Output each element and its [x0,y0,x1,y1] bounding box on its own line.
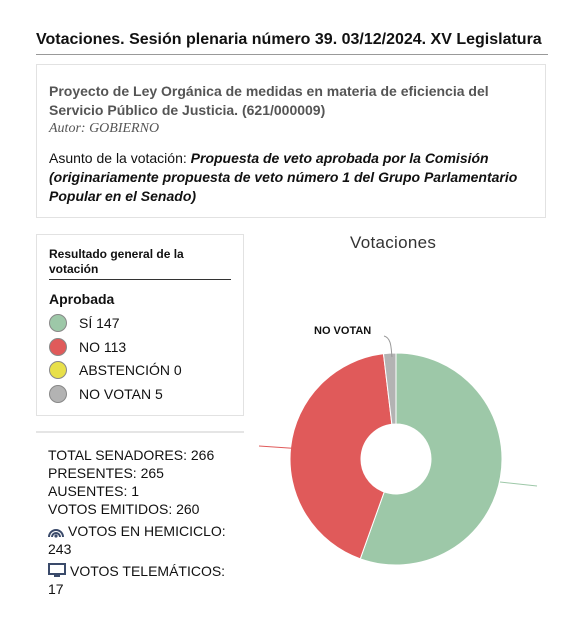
author-label: Autor: [49,121,86,136]
subject-label: Asunto de la votación: [49,150,187,166]
result-heading: Resultado general de la votación [49,247,231,280]
stat-hemicycle-value: 243 [48,541,72,557]
legend-label: SÍ 147 [79,315,120,331]
no-votan-callout-label: NO VOTAN [314,325,372,337]
stat-emitted: VOTOS EMITIDOS: 260 [48,501,200,517]
stat-telematic-label: VOTOS TELEMÁTICOS: [70,563,226,579]
stat-telematic-value: 17 [48,581,64,597]
chart-title: Votaciones [350,233,437,252]
page-title: Votaciones. Sesión plenaria número 39. 03/12/2024. XV Legislatura [36,31,542,48]
initiative-title[interactable]: Proyecto de Ley Orgánica de medidas en materia de eficiencia del Servicio Público de Justicia. (621/000009) [49,83,489,118]
stat-total: TOTAL SENADORES: 266 [48,447,215,463]
legend-label: ABSTENCIÓN 0 [79,362,182,378]
si-callout-line [500,482,537,486]
stat-hemicycle-label: VOTOS EN HEMICICLO: [68,523,226,539]
subject-value: Propuesta de veto aprobada por la Comisión (originariamente propuesta de veto número 1 del Grupo Parlamentario Popular en el Senado) [49,150,518,204]
legend-label: NO 113 [79,339,127,355]
stat-present: PRESENTES: 265 [48,465,164,481]
stat-absent: AUSENTES: 1 [48,483,140,499]
result-status: Aprobada [49,291,115,307]
author-value: GOBIERNO [89,121,160,136]
legend-label: NO VOTAN 5 [79,386,163,402]
